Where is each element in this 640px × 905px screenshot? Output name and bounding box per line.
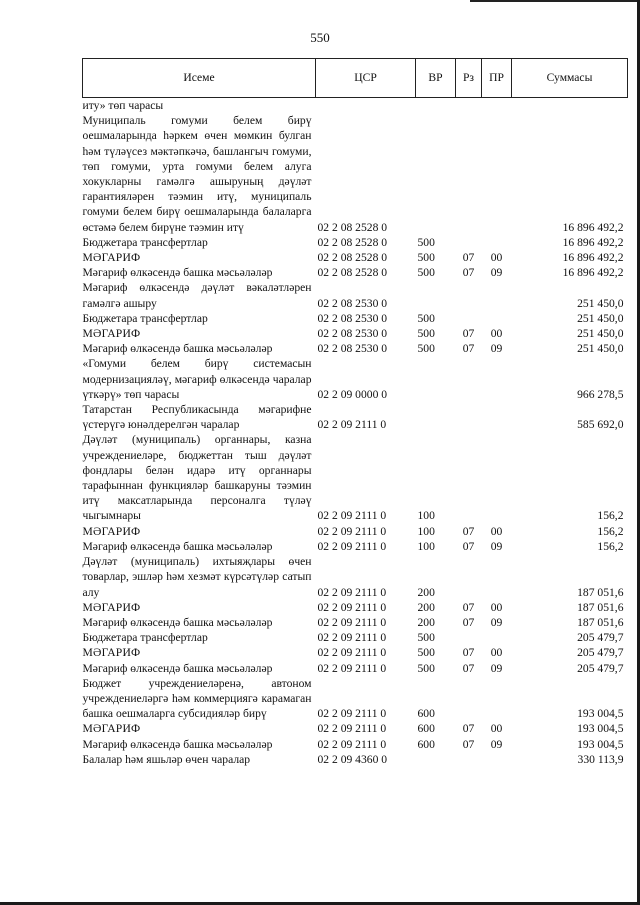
cell-sum: 193 004,5 [577,707,624,721]
cell-pr [482,752,512,767]
cell-rz [456,280,482,310]
cell-rz: 07 [462,615,475,629]
cell-csr: 02 2 09 2111 0 [317,707,387,721]
cell-pr: 09 [490,661,503,675]
cell-rz: 07 [462,722,475,736]
cell-csr: 02 2 08 2528 0 [317,235,388,249]
cell-pr [482,113,512,235]
table-row [83,645,628,660]
header-csr: ЦСР [316,59,416,98]
cell-pr: 09 [490,615,503,629]
cell-vr: 100 [417,524,435,538]
table-row [83,235,628,250]
cell-sum: 251 450,0 [577,296,624,310]
cell-name: Бюджетара трансфертлар [82,311,208,325]
table-row [83,721,628,736]
cell-sum: 251 450,0 [577,311,624,325]
cell-sum: 16 896 492,2 [562,235,624,249]
table-row [83,341,628,356]
cell-vr: 200 [417,600,435,614]
header-sum: Суммасы [512,59,628,98]
cell-vr: 600 [417,707,435,721]
cell-pr [482,432,512,523]
cell-sum: 16 896 492,2 [562,266,624,280]
scan-artifact-top [470,0,640,2]
cell-sum: 330 113,9 [577,752,624,766]
table-row [83,737,628,752]
cell-pr: 00 [490,524,503,538]
cell-csr: 02 2 09 2111 0 [317,737,387,751]
cell-sum: 205 479,7 [577,631,624,645]
cell-name: Балалар һәм яшьләр өчен чаралар [82,752,251,766]
cell-sum: 187 051,6 [577,615,624,629]
cell-vr [416,98,456,114]
table-row [83,402,628,432]
header-name: Исеме [83,59,316,98]
cell-csr: 02 2 09 2111 0 [317,600,387,614]
table-row [83,600,628,615]
table-row [83,524,628,539]
cell-vr: 200 [417,615,435,629]
cell-vr [416,280,456,310]
cell-vr: 500 [417,327,435,341]
budget-table-container [82,58,627,767]
cell-name: «Гомуми белем бирү системасын модернизацияләү, мәгариф өлкәсендә чаралар үткәрү» төп чарасы [82,357,312,401]
table-row [83,280,628,310]
cell-vr: 200 [417,585,435,599]
table-row [83,326,628,341]
cell-csr: 02 2 08 2528 0 [317,266,388,280]
cell-vr [416,113,456,235]
cell-rz [456,402,482,432]
cell-vr: 500 [417,342,435,356]
cell-sum: 16 896 492,2 [562,251,624,265]
cell-vr: 500 [417,631,435,645]
table-row [83,752,628,767]
cell-rz: 07 [462,661,475,675]
cell-csr: 02 2 08 2528 0 [317,220,388,234]
cell-vr: 500 [417,266,435,280]
cell-rz: 07 [462,737,475,751]
table-row [83,554,628,600]
table-body [83,98,628,767]
cell-sum [512,98,628,114]
table-row [83,539,628,554]
cell-name: Татарстан Республикасында мәгарифне үстерүгә юнәлдерелгән чаралар [82,403,312,432]
cell-pr [482,311,512,326]
cell-rz: 07 [462,327,475,341]
cell-rz [456,311,482,326]
cell-vr [416,402,456,432]
cell-csr: 02 2 09 2111 0 [317,661,387,675]
table-row [83,265,628,280]
cell-vr: 100 [417,509,435,523]
cell-pr: 00 [490,646,503,660]
cell-sum: 156,2 [597,539,624,553]
cell-sum: 966 278,5 [577,387,624,401]
cell-rz [456,554,482,600]
cell-name: МӘГАРИФ [82,722,141,736]
cell-sum: 193 004,5 [577,722,624,736]
cell-pr: 09 [490,539,503,553]
cell-name: Мәгариф өлкәсендә башка мәсьәләләр [82,615,273,629]
cell-csr: 02 2 08 2528 0 [317,251,388,265]
cell-sum: 187 051,6 [577,600,624,614]
header-pr: ПР [482,59,512,98]
cell-rz [456,356,482,402]
cell-rz: 07 [462,342,475,356]
cell-name: Бюджетара трансфертлар [82,235,208,249]
cell-csr: 02 2 09 4360 0 [317,752,388,766]
budget-table [82,58,628,767]
cell-pr: 00 [490,327,503,341]
cell-rz [456,676,482,722]
cell-csr: 02 2 08 2530 0 [317,311,388,325]
table-row [83,615,628,630]
page-number: 550 [310,30,330,45]
cell-rz [456,752,482,767]
cell-rz: 07 [462,251,475,265]
cell-csr: 02 2 09 2111 0 [317,524,387,538]
cell-vr [416,752,456,767]
cell-vr: 600 [417,737,435,751]
cell-pr: 09 [490,737,503,751]
cell-pr: 00 [490,600,503,614]
table-header [83,59,628,98]
cell-rz [456,630,482,645]
table-row [83,661,628,676]
cell-rz: 07 [462,266,475,280]
table-row [83,356,628,402]
header-vr: ВР [416,59,456,98]
cell-vr: 500 [417,235,435,249]
cell-csr: 02 2 09 2111 0 [317,509,387,523]
cell-pr: 00 [490,722,503,736]
cell-name: МӘГАРИФ [82,524,141,538]
cell-sum: 16 896 492,2 [562,220,624,234]
cell-vr: 500 [417,646,435,660]
cell-name: МӘГАРИФ [82,327,141,341]
cell-pr: 09 [490,342,503,356]
cell-pr [482,630,512,645]
cell-csr: 02 2 09 2111 0 [317,722,387,736]
cell-csr: 02 2 09 2111 0 [317,585,387,599]
cell-csr [316,98,416,114]
cell-sum: 251 450,0 [577,327,624,341]
cell-name: Бюджетара трансфертлар [82,631,208,645]
cell-csr: 02 2 09 0000 0 [317,387,388,401]
cell-name: Мәгариф өлкәсендә дәүләт вәкаләтләрен гамәлгә ашыру [82,281,312,310]
cell-name: Мәгариф өлкәсендә башка мәсьәләләр [82,539,273,553]
cell-pr [482,554,512,600]
cell-sum: 205 479,7 [577,646,624,660]
cell-pr [482,235,512,250]
cell-pr [482,676,512,722]
cell-sum: 156,2 [597,509,624,523]
cell-name: Мәгариф өлкәсендә башка мәсьәләләр [82,661,273,675]
cell-rz: 07 [462,539,475,553]
cell-rz: 07 [462,600,475,614]
cell-name: МӘГАРИФ [82,600,141,614]
header-rz: Рз [456,59,482,98]
cell-sum: 205 479,7 [577,661,624,675]
cell-csr: 02 2 08 2530 0 [317,342,388,356]
cell-rz [456,432,482,523]
cell-vr: 500 [417,251,435,265]
table-row [83,432,628,523]
table-row [83,630,628,645]
cell-pr [482,402,512,432]
cell-vr [416,356,456,402]
cell-name: иту» төп чарасы [82,99,164,112]
cell-name: Дәүләт (муниципаль) органнары, казна учреждениеләре, бюджеттан тыш дәүләт фондлары белән идарә итү органнары тарафыннан функцияләр башкаруны тәэмин итү максатларында персоналга түләү чыгымнары [82,433,312,523]
cell-name: МӘГАРИФ [82,646,141,660]
cell-rz [456,235,482,250]
cell-vr: 500 [417,661,435,675]
cell-name: Бюджет учреждениеләренә, автоном учреждениеләргә һәм коммерциягә карамаган башка оешмаларга субсидияләр бирү [82,676,312,721]
cell-name: Мәгариф өлкәсендә башка мәсьәләләр [82,342,273,356]
cell-sum: 193 004,5 [577,737,624,751]
cell-sum: 187 051,6 [577,585,624,599]
cell-pr: 09 [490,266,503,280]
cell-sum: 251 450,0 [577,342,624,356]
cell-vr: 100 [417,539,435,553]
table-row [83,311,628,326]
table-row [83,676,628,722]
cell-csr: 02 2 08 2530 0 [317,296,388,310]
cell-csr: 02 2 09 2111 0 [317,646,387,660]
cell-pr [482,280,512,310]
cell-rz [456,113,482,235]
cell-rz [456,98,482,114]
cell-name: Мәгариф өлкәсендә башка мәсьәләләр [82,737,273,751]
cell-sum: 585 692,0 [577,418,624,432]
cell-name: Муниципаль гомуми белем бирү оешмаларында һәркем өчен мөмкин булган һәм түләүсез мәктәпкәчә, башлангыч гомуми, төп гомуми, урта гомуми белем алуга хокукларны гамәлгә ашыруның дәүләт гарантияләрен тәэмин итү, муниципаль гомуми белем бирү оешмаларында балаларга өстәмә белем бирүне тәэмин итү [82,114,312,234]
cell-csr: 02 2 08 2530 0 [317,327,388,341]
table-row [83,113,628,235]
cell-vr: 600 [417,722,435,736]
cell-csr: 02 2 09 2111 0 [317,539,387,553]
cell-csr: 02 2 09 2111 0 [317,631,387,645]
table-row [83,98,628,114]
cell-name: Мәгариф өлкәсендә башка мәсьәләләр [82,266,273,280]
cell-pr [482,98,512,114]
cell-name: МӘГАРИФ [82,251,141,265]
cell-name: Дәүләт (муниципаль) ихтыяҗлары өчен товарлар, эшләр һәм хезмәт күрсәтүләр сатып алу [82,555,312,599]
cell-rz: 07 [462,646,475,660]
cell-csr: 02 2 09 2111 0 [317,615,387,629]
header-row [83,59,628,98]
cell-vr: 500 [417,311,435,325]
cell-sum: 156,2 [597,524,624,538]
cell-csr: 02 2 09 2111 0 [317,418,387,432]
table-row [83,250,628,265]
cell-pr: 00 [490,251,503,265]
cell-rz: 07 [462,524,475,538]
cell-pr [482,356,512,402]
